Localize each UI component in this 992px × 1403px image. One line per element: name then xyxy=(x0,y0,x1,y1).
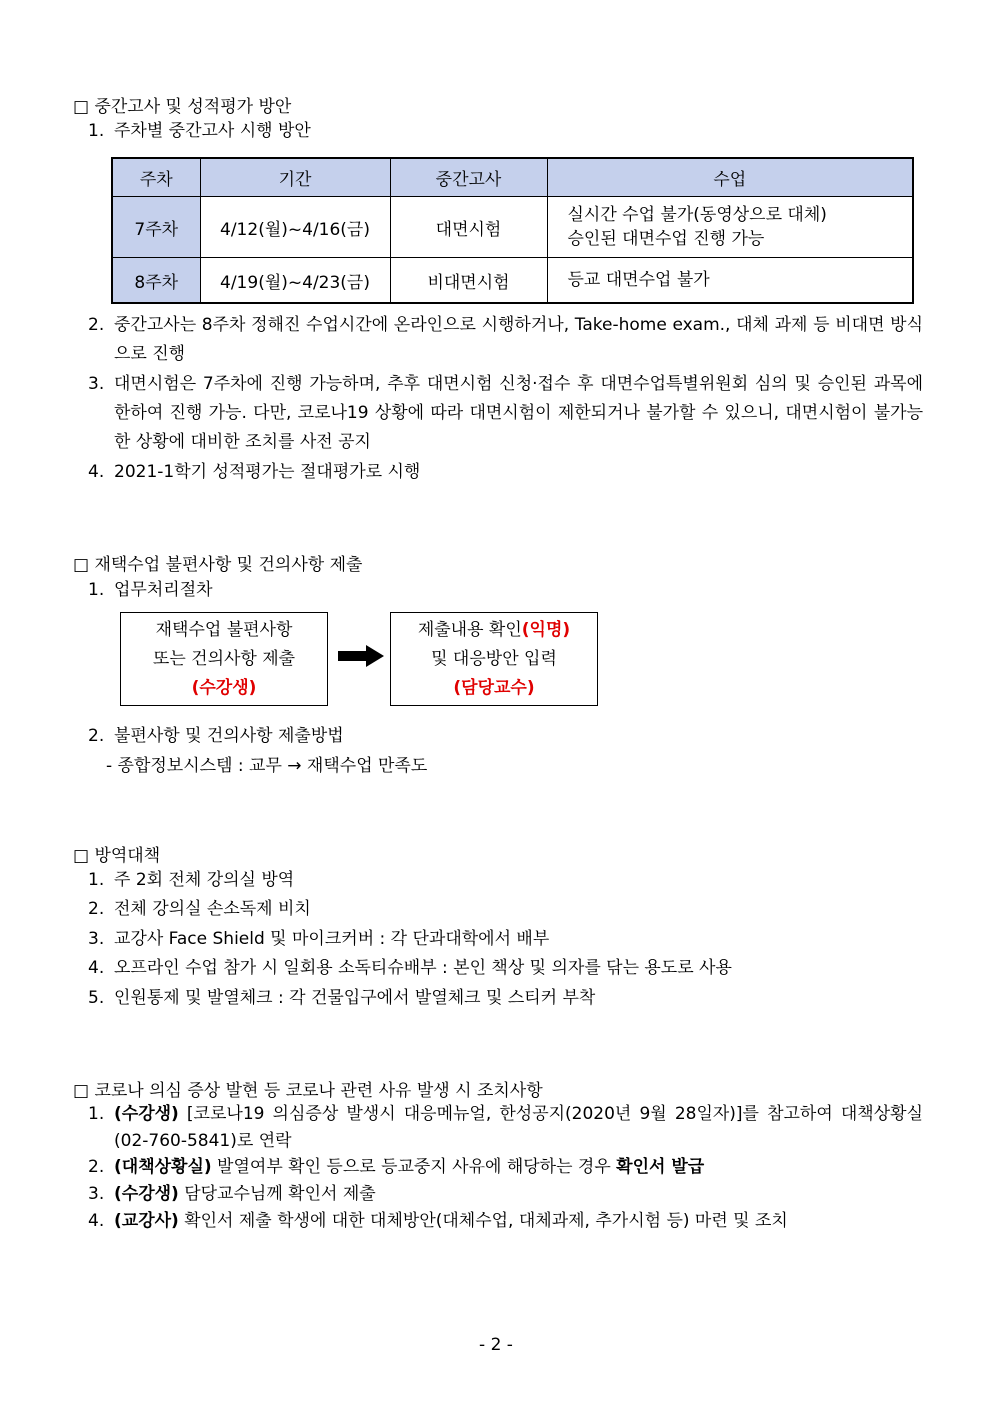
cell-exam: 비대면시험 xyxy=(390,258,547,304)
list-item: 5. 인원통제 및 발열체크 : 각 건물입구에서 발열체크 및 스티커 부착 xyxy=(88,988,596,1008)
header-exam: 중간고사 xyxy=(390,158,547,197)
header-week: 주차 xyxy=(112,158,200,197)
list-item: 2. 전체 강의실 손소독제 비치 xyxy=(88,899,311,919)
flow-step-submit: 재택수업 불편사항 또는 건의사항 제출 (수강생) xyxy=(120,612,328,706)
cell-period: 4/12(월)~4/16(금) xyxy=(200,197,390,258)
cell-class: 실시간 수업 불가(동영상으로 대체) 승인된 대면수업 진행 가능 xyxy=(547,197,913,258)
cell-week: 8주차 xyxy=(112,258,200,304)
cell-class: 등교 대면수업 불가 xyxy=(547,258,913,304)
header-class: 수업 xyxy=(547,158,913,197)
cell-exam: 대면시험 xyxy=(390,197,547,258)
list-item: 2. 불편사항 및 건의사항 제출방법 xyxy=(88,726,344,746)
list-item: 1. 주차별 중간고사 시행 방안 xyxy=(88,121,311,141)
list-item: 4. (교강사) 확인서 제출 학생에 대한 대체방안(대체수업, 대체과제, 추가시험 등) 마련 및 조치 xyxy=(88,1211,788,1231)
section-title-prevention: □ 방역대책 xyxy=(73,846,161,866)
section-title-covid: □ 코로나 의심 증상 발현 등 코로나 관련 사유 발생 시 조치사항 xyxy=(73,1081,543,1101)
list-item: 1. 주 2회 전체 강의실 방역 xyxy=(88,870,295,890)
submission-method: - 종합정보시스템 : 교무 → 재택수업 만족도 xyxy=(106,756,428,776)
list-item: 2. 중간고사는 8주차 정해진 수업시간에 온라인으로 시행하거나, Take-home exam., 대체 과제 등 비대면 방식으로 진행 xyxy=(88,315,923,364)
header-period: 기간 xyxy=(200,158,390,197)
list-item: 4. 2021-1학기 성적평가는 절대평가로 시행 xyxy=(88,462,421,482)
table-header-row xyxy=(112,158,913,197)
cell-week: 7주차 xyxy=(112,197,200,258)
list-item: 1. (수강생) [코로나19 의심증상 발생시 대응메뉴얼, 한성공지(2020년 9월 28일자)]를 참고하여 대책상황실(02-760-5841)로 연락 xyxy=(88,1104,923,1151)
list-item: 4. 오프라인 수업 참가 시 일회용 소독티슈배부 : 본인 책상 및 의자를 닦는 용도로 사용 xyxy=(88,958,732,978)
section-title-exam: □ 중간고사 및 성적평가 방안 xyxy=(73,97,292,117)
flow-step-confirm: 제출내용 확인(익명) 및 대응방안 입력 (담당교수) xyxy=(390,612,598,706)
midterm-schedule-table xyxy=(111,157,914,304)
list-item: 1. 업무처리절차 xyxy=(88,580,213,600)
page-number: - 2 - xyxy=(479,1335,513,1355)
list-item: 3. 대면시험은 7주차에 진행 가능하며, 추후 대면시험 신청·접수 후 대면수업특별위원회 심의 및 승인된 과목에 한하여 진행 가능. 다만, 코로나19 상황에 따라 대면시험이 제한되거나 불가할 수 있으니, 대면시험이 불가능한 상황에 대비한 조치를 사전 공지 xyxy=(88,374,923,452)
table-row xyxy=(112,197,913,258)
list-item: 2. (대책상황실) 발열여부 확인 등으로 등교중지 사유에 해당하는 경우 확인서 발급 xyxy=(88,1157,705,1177)
list-item: 3. (수강생) 담당교수님께 확인서 제출 xyxy=(88,1184,376,1204)
cell-period: 4/19(월)~4/23(금) xyxy=(200,258,390,304)
list-item: 3. 교강사 Face Shield 및 마이크커버 : 각 단과대학에서 배부 xyxy=(88,929,550,949)
table-row xyxy=(112,258,913,304)
right-arrow-icon xyxy=(338,645,384,667)
section-title-complaint: □ 재택수업 불편사항 및 건의사항 제출 xyxy=(73,555,363,575)
